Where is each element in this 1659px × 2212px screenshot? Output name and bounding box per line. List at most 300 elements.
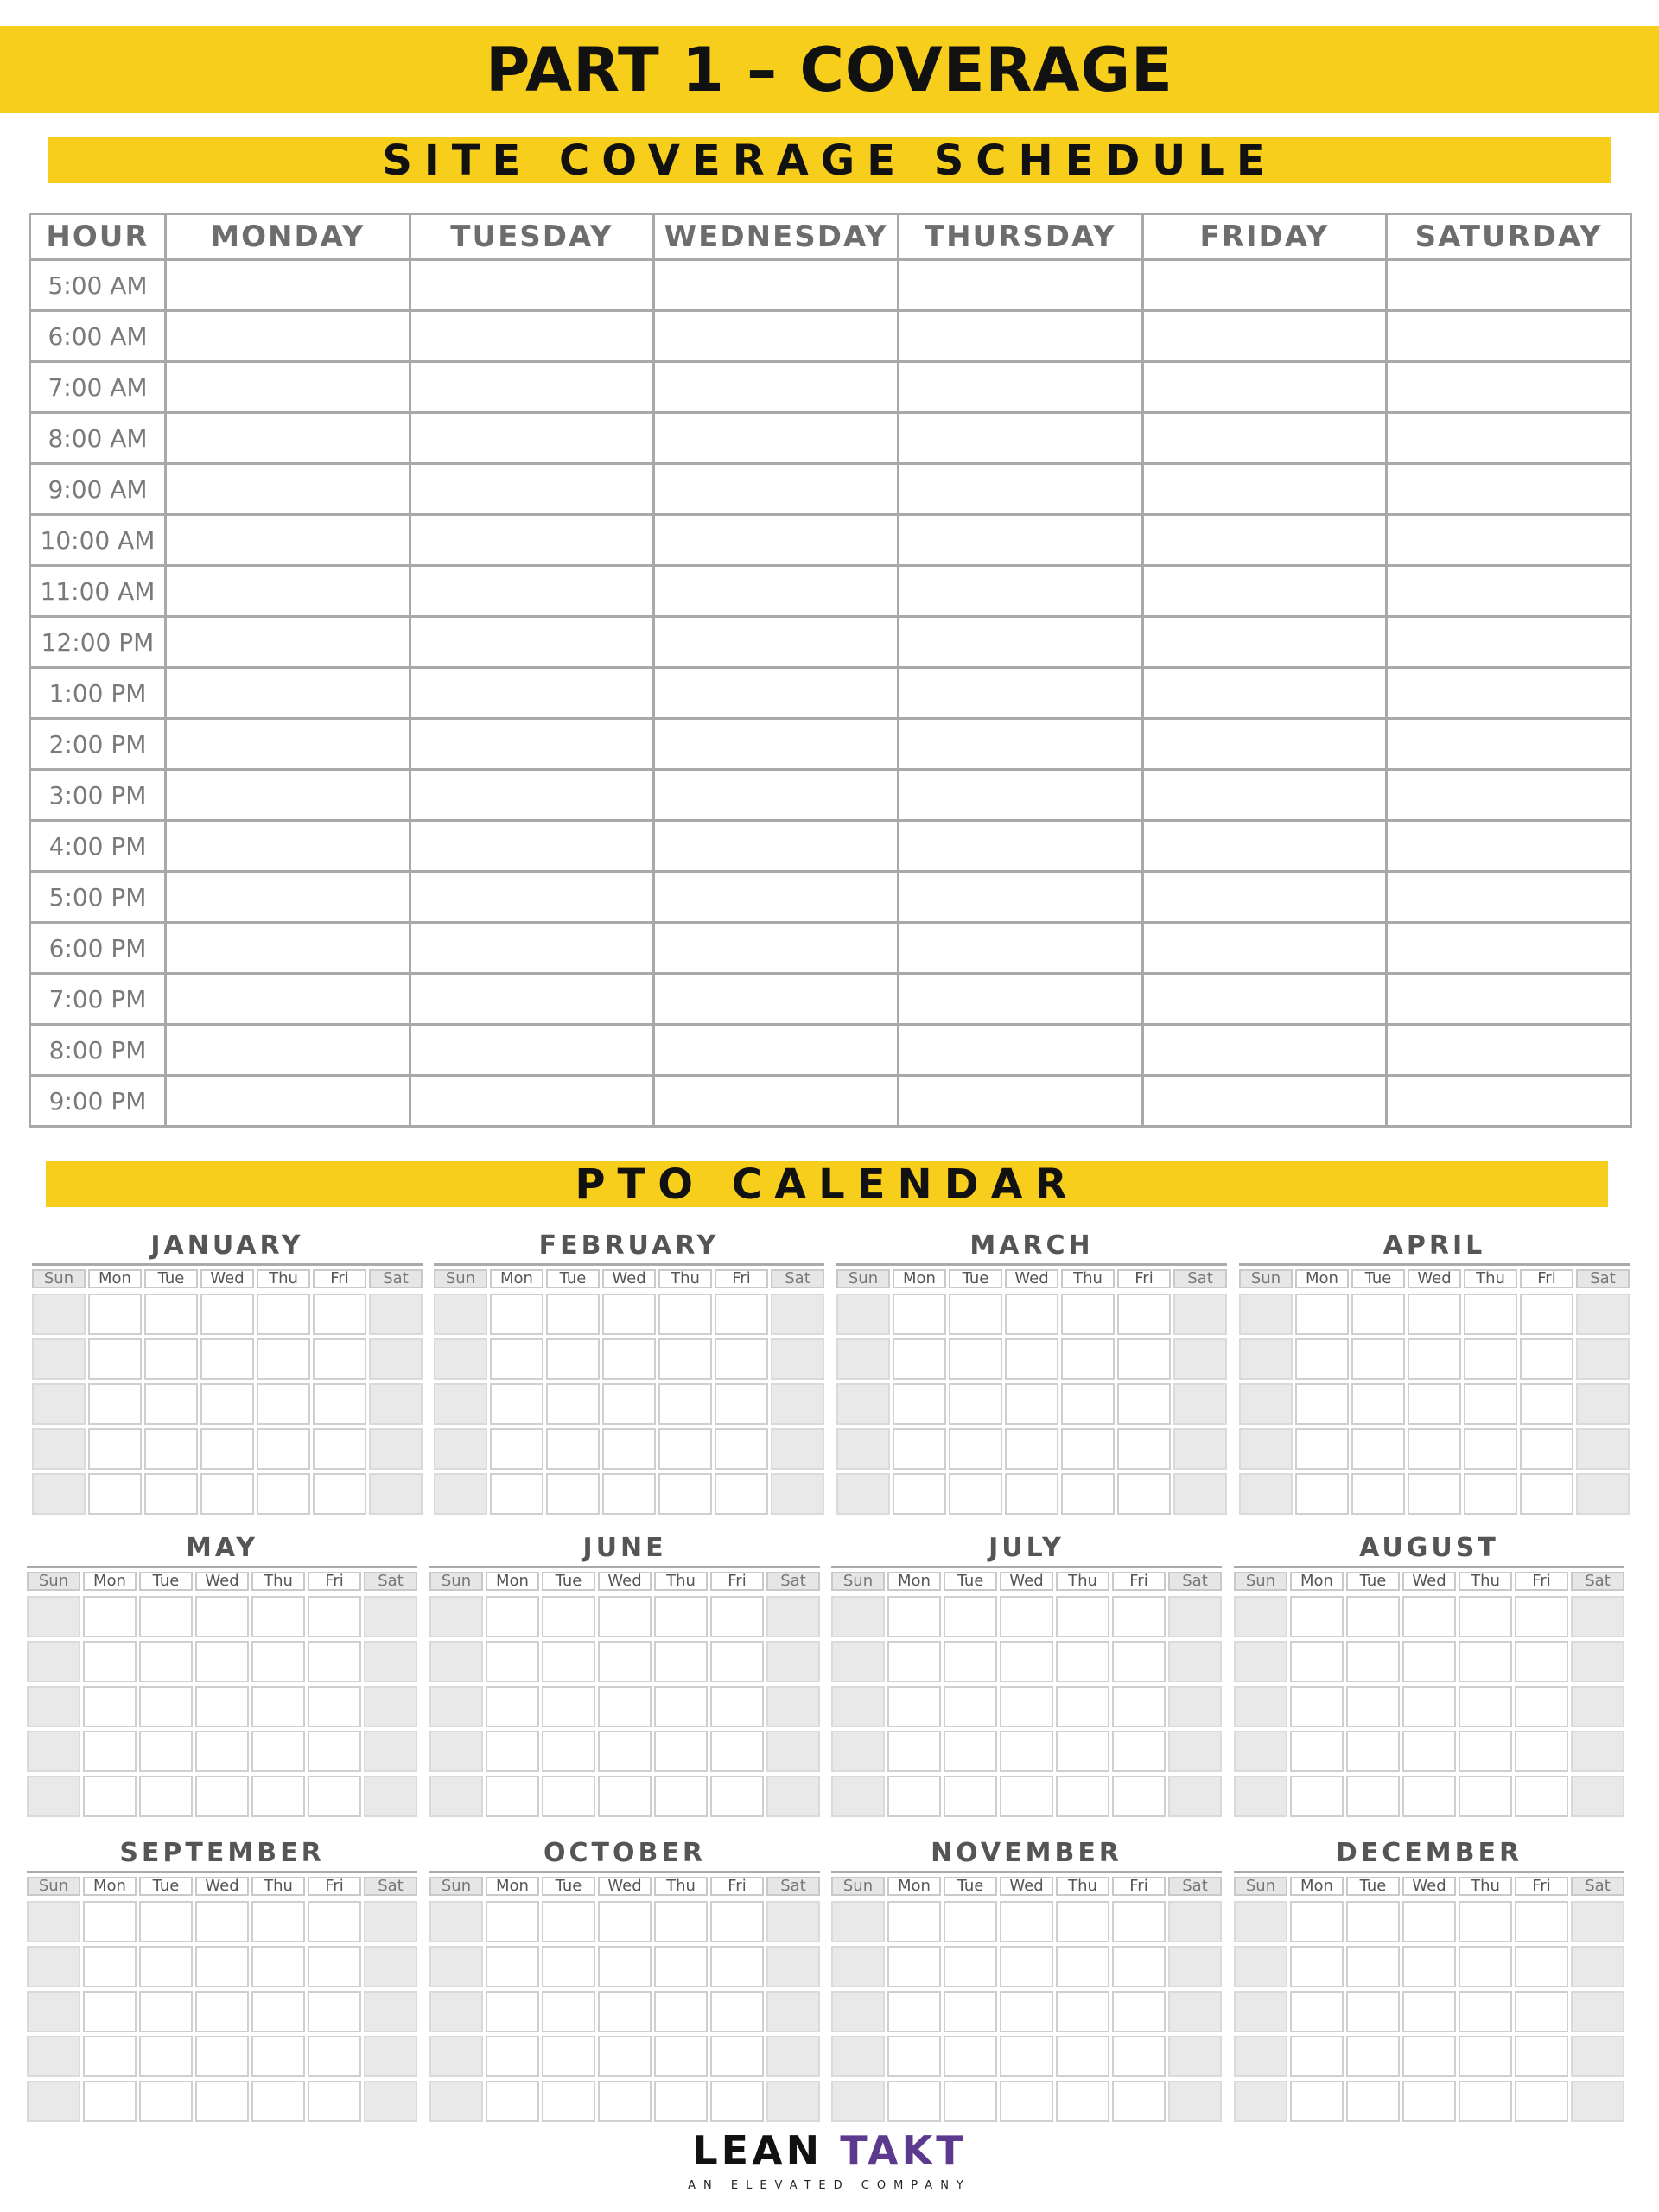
day-cell[interactable] (654, 2036, 708, 2077)
day-cell[interactable] (887, 1776, 941, 1817)
day-cell[interactable] (1168, 1946, 1222, 1987)
day-cell[interactable] (1402, 1946, 1456, 1987)
day-cell[interactable] (836, 1338, 890, 1380)
day-cell[interactable] (1005, 1428, 1058, 1470)
schedule-cell[interactable] (1142, 872, 1387, 923)
day-cell[interactable] (369, 1428, 423, 1470)
schedule-cell[interactable] (410, 1025, 654, 1076)
schedule-cell[interactable] (1142, 1076, 1387, 1127)
schedule-cell[interactable] (1142, 464, 1387, 515)
day-cell[interactable] (1576, 1428, 1630, 1470)
day-cell[interactable] (944, 1991, 997, 2032)
day-cell[interactable] (195, 1731, 249, 1772)
day-cell[interactable] (1515, 1946, 1568, 1987)
day-cell[interactable] (434, 1338, 487, 1380)
day-cell[interactable] (1515, 1776, 1568, 1817)
day-cell[interactable] (1000, 2036, 1053, 2077)
day-cell[interactable] (1351, 1294, 1405, 1335)
day-cell[interactable] (602, 1473, 656, 1515)
day-cell[interactable] (88, 1428, 142, 1470)
day-cell[interactable] (1290, 2036, 1344, 2077)
day-cell[interactable] (429, 1731, 483, 1772)
schedule-cell[interactable] (1142, 566, 1387, 617)
day-cell[interactable] (598, 1946, 652, 1987)
day-cell[interactable] (836, 1473, 890, 1515)
day-cell[interactable] (369, 1473, 423, 1515)
day-cell[interactable] (949, 1383, 1002, 1425)
day-cell[interactable] (1000, 1731, 1053, 1772)
day-cell[interactable] (1000, 1641, 1053, 1682)
schedule-cell[interactable] (166, 311, 410, 362)
schedule-cell[interactable] (166, 362, 410, 413)
day-cell[interactable] (434, 1428, 487, 1470)
schedule-cell[interactable] (654, 821, 899, 872)
day-cell[interactable] (1576, 1383, 1630, 1425)
day-cell[interactable] (836, 1294, 890, 1335)
day-cell[interactable] (1173, 1473, 1227, 1515)
day-cell[interactable] (1571, 1776, 1624, 1817)
day-cell[interactable] (195, 1901, 249, 1942)
day-cell[interactable] (144, 1338, 198, 1380)
day-cell[interactable] (1056, 1686, 1109, 1727)
schedule-cell[interactable] (166, 668, 410, 719)
day-cell[interactable] (257, 1338, 310, 1380)
day-cell[interactable] (887, 2081, 941, 2122)
day-cell[interactable] (715, 1383, 768, 1425)
day-cell[interactable] (1056, 1946, 1109, 1987)
day-cell[interactable] (139, 1901, 193, 1942)
day-cell[interactable] (766, 1776, 820, 1817)
schedule-cell[interactable] (1387, 974, 1631, 1025)
day-cell[interactable] (598, 1686, 652, 1727)
day-cell[interactable] (1117, 1473, 1171, 1515)
day-cell[interactable] (195, 1946, 249, 1987)
day-cell[interactable] (1056, 1991, 1109, 2032)
day-cell[interactable] (1112, 1946, 1166, 1987)
day-cell[interactable] (542, 1641, 595, 1682)
schedule-cell[interactable] (1142, 668, 1387, 719)
schedule-cell[interactable] (1387, 566, 1631, 617)
day-cell[interactable] (1346, 1991, 1400, 2032)
day-cell[interactable] (1000, 1776, 1053, 1817)
day-cell[interactable] (195, 1991, 249, 2032)
day-cell[interactable] (1117, 1294, 1171, 1335)
day-cell[interactable] (83, 1596, 137, 1637)
day-cell[interactable] (1571, 1991, 1624, 2032)
day-cell[interactable] (200, 1428, 254, 1470)
day-cell[interactable] (1290, 1686, 1344, 1727)
day-cell[interactable] (831, 1731, 885, 1772)
day-cell[interactable] (251, 2036, 305, 2077)
day-cell[interactable] (766, 1731, 820, 1772)
day-cell[interactable] (1290, 1641, 1344, 1682)
schedule-cell[interactable] (898, 1025, 1142, 1076)
day-cell[interactable] (1061, 1473, 1115, 1515)
day-cell[interactable] (771, 1338, 824, 1380)
day-cell[interactable] (1112, 2036, 1166, 2077)
schedule-cell[interactable] (410, 1076, 654, 1127)
day-cell[interactable] (1173, 1338, 1227, 1380)
day-cell[interactable] (831, 1776, 885, 1817)
schedule-cell[interactable] (166, 464, 410, 515)
day-cell[interactable] (1402, 1596, 1456, 1637)
day-cell[interactable] (944, 1731, 997, 1772)
schedule-cell[interactable] (898, 974, 1142, 1025)
day-cell[interactable] (766, 1946, 820, 1987)
day-cell[interactable] (1515, 1731, 1568, 1772)
day-cell[interactable] (144, 1428, 198, 1470)
day-cell[interactable] (251, 2081, 305, 2122)
schedule-cell[interactable] (654, 566, 899, 617)
day-cell[interactable] (308, 2081, 361, 2122)
schedule-cell[interactable] (1142, 362, 1387, 413)
day-cell[interactable] (1112, 1596, 1166, 1637)
day-cell[interactable] (1168, 1776, 1222, 1817)
day-cell[interactable] (1459, 2036, 1512, 2077)
day-cell[interactable] (602, 1294, 656, 1335)
day-cell[interactable] (313, 1428, 366, 1470)
schedule-cell[interactable] (1142, 413, 1387, 464)
schedule-cell[interactable] (1387, 515, 1631, 566)
day-cell[interactable] (257, 1473, 310, 1515)
day-cell[interactable] (195, 2036, 249, 2077)
day-cell[interactable] (1234, 1991, 1287, 2032)
day-cell[interactable] (1173, 1383, 1227, 1425)
day-cell[interactable] (1239, 1294, 1293, 1335)
day-cell[interactable] (893, 1428, 946, 1470)
day-cell[interactable] (1173, 1294, 1227, 1335)
day-cell[interactable] (771, 1428, 824, 1470)
day-cell[interactable] (944, 1946, 997, 1987)
day-cell[interactable] (1061, 1338, 1115, 1380)
schedule-cell[interactable] (654, 311, 899, 362)
day-cell[interactable] (1402, 1686, 1456, 1727)
day-cell[interactable] (1290, 1596, 1344, 1637)
day-cell[interactable] (598, 1901, 652, 1942)
day-cell[interactable] (195, 1596, 249, 1637)
day-cell[interactable] (257, 1428, 310, 1470)
schedule-cell[interactable] (1387, 821, 1631, 872)
day-cell[interactable] (831, 1946, 885, 1987)
day-cell[interactable] (1459, 2081, 1512, 2122)
day-cell[interactable] (83, 2081, 137, 2122)
day-cell[interactable] (1520, 1383, 1573, 1425)
day-cell[interactable] (195, 1686, 249, 1727)
day-cell[interactable] (1295, 1428, 1349, 1470)
schedule-cell[interactable] (654, 260, 899, 311)
day-cell[interactable] (658, 1473, 712, 1515)
day-cell[interactable] (1459, 1731, 1512, 1772)
day-cell[interactable] (308, 1776, 361, 1817)
day-cell[interactable] (1112, 2081, 1166, 2122)
day-cell[interactable] (144, 1383, 198, 1425)
day-cell[interactable] (831, 2081, 885, 2122)
schedule-cell[interactable] (410, 362, 654, 413)
day-cell[interactable] (144, 1473, 198, 1515)
day-cell[interactable] (32, 1473, 86, 1515)
day-cell[interactable] (893, 1294, 946, 1335)
day-cell[interactable] (1112, 1686, 1166, 1727)
day-cell[interactable] (1168, 1991, 1222, 2032)
day-cell[interactable] (369, 1294, 423, 1335)
day-cell[interactable] (1346, 1901, 1400, 1942)
day-cell[interactable] (715, 1338, 768, 1380)
day-cell[interactable] (944, 1596, 997, 1637)
day-cell[interactable] (1056, 1641, 1109, 1682)
day-cell[interactable] (27, 1991, 80, 2032)
day-cell[interactable] (654, 1731, 708, 1772)
day-cell[interactable] (144, 1294, 198, 1335)
schedule-cell[interactable] (410, 719, 654, 770)
day-cell[interactable] (771, 1473, 824, 1515)
day-cell[interactable] (139, 2081, 193, 2122)
day-cell[interactable] (542, 1731, 595, 1772)
day-cell[interactable] (1515, 2036, 1568, 2077)
day-cell[interactable] (1290, 1946, 1344, 1987)
schedule-cell[interactable] (898, 464, 1142, 515)
day-cell[interactable] (1571, 1731, 1624, 1772)
day-cell[interactable] (139, 2036, 193, 2077)
day-cell[interactable] (27, 1901, 80, 1942)
day-cell[interactable] (715, 1473, 768, 1515)
day-cell[interactable] (434, 1294, 487, 1335)
day-cell[interactable] (887, 1946, 941, 1987)
schedule-cell[interactable] (410, 311, 654, 362)
day-cell[interactable] (1464, 1383, 1517, 1425)
schedule-cell[interactable] (898, 719, 1142, 770)
day-cell[interactable] (1351, 1383, 1405, 1425)
schedule-cell[interactable] (410, 821, 654, 872)
day-cell[interactable] (83, 1686, 137, 1727)
schedule-cell[interactable] (1142, 1025, 1387, 1076)
day-cell[interactable] (598, 1641, 652, 1682)
day-cell[interactable] (1346, 1641, 1400, 1682)
day-cell[interactable] (654, 1946, 708, 1987)
day-cell[interactable] (1515, 1901, 1568, 1942)
day-cell[interactable] (1168, 2036, 1222, 2077)
day-cell[interactable] (1295, 1338, 1349, 1380)
day-cell[interactable] (364, 1641, 417, 1682)
day-cell[interactable] (83, 1731, 137, 1772)
day-cell[interactable] (83, 1901, 137, 1942)
day-cell[interactable] (1000, 2081, 1053, 2122)
day-cell[interactable] (887, 1686, 941, 1727)
day-cell[interactable] (658, 1294, 712, 1335)
day-cell[interactable] (486, 1946, 539, 1987)
day-cell[interactable] (1168, 1686, 1222, 1727)
day-cell[interactable] (1290, 1901, 1344, 1942)
day-cell[interactable] (1000, 1686, 1053, 1727)
day-cell[interactable] (486, 1596, 539, 1637)
schedule-cell[interactable] (898, 566, 1142, 617)
day-cell[interactable] (1290, 1991, 1344, 2032)
day-cell[interactable] (1576, 1294, 1630, 1335)
day-cell[interactable] (658, 1428, 712, 1470)
schedule-cell[interactable] (1142, 821, 1387, 872)
schedule-cell[interactable] (1142, 923, 1387, 974)
day-cell[interactable] (139, 1731, 193, 1772)
day-cell[interactable] (83, 1946, 137, 1987)
schedule-cell[interactable] (166, 515, 410, 566)
day-cell[interactable] (1464, 1428, 1517, 1470)
day-cell[interactable] (831, 2036, 885, 2077)
day-cell[interactable] (944, 2036, 997, 2077)
schedule-cell[interactable] (1142, 515, 1387, 566)
day-cell[interactable] (710, 1776, 764, 1817)
day-cell[interactable] (251, 1731, 305, 1772)
day-cell[interactable] (1290, 2081, 1344, 2122)
day-cell[interactable] (1520, 1473, 1573, 1515)
day-cell[interactable] (1571, 2081, 1624, 2122)
day-cell[interactable] (1515, 1686, 1568, 1727)
day-cell[interactable] (308, 1731, 361, 1772)
day-cell[interactable] (1168, 1596, 1222, 1637)
schedule-cell[interactable] (898, 1076, 1142, 1127)
day-cell[interactable] (1408, 1294, 1461, 1335)
day-cell[interactable] (1290, 1731, 1344, 1772)
day-cell[interactable] (1351, 1473, 1405, 1515)
day-cell[interactable] (1000, 1901, 1053, 1942)
day-cell[interactable] (1295, 1294, 1349, 1335)
day-cell[interactable] (1005, 1338, 1058, 1380)
schedule-cell[interactable] (1387, 464, 1631, 515)
day-cell[interactable] (1571, 1596, 1624, 1637)
day-cell[interactable] (944, 2081, 997, 2122)
day-cell[interactable] (27, 1641, 80, 1682)
day-cell[interactable] (766, 2036, 820, 2077)
day-cell[interactable] (944, 1641, 997, 1682)
day-cell[interactable] (887, 2036, 941, 2077)
day-cell[interactable] (364, 1901, 417, 1942)
day-cell[interactable] (139, 1776, 193, 1817)
day-cell[interactable] (1234, 1776, 1287, 1817)
day-cell[interactable] (949, 1294, 1002, 1335)
day-cell[interactable] (887, 1991, 941, 2032)
schedule-cell[interactable] (410, 923, 654, 974)
day-cell[interactable] (710, 2081, 764, 2122)
day-cell[interactable] (1346, 1946, 1400, 1987)
day-cell[interactable] (1346, 2081, 1400, 2122)
day-cell[interactable] (710, 1596, 764, 1637)
day-cell[interactable] (1061, 1428, 1115, 1470)
schedule-cell[interactable] (166, 974, 410, 1025)
schedule-cell[interactable] (898, 362, 1142, 413)
day-cell[interactable] (364, 1946, 417, 1987)
schedule-cell[interactable] (898, 668, 1142, 719)
schedule-cell[interactable] (1387, 617, 1631, 668)
schedule-cell[interactable] (1142, 719, 1387, 770)
day-cell[interactable] (490, 1428, 543, 1470)
day-cell[interactable] (949, 1338, 1002, 1380)
day-cell[interactable] (710, 1901, 764, 1942)
day-cell[interactable] (1168, 1731, 1222, 1772)
day-cell[interactable] (602, 1338, 656, 1380)
day-cell[interactable] (434, 1473, 487, 1515)
schedule-cell[interactable] (898, 923, 1142, 974)
day-cell[interactable] (602, 1428, 656, 1470)
schedule-cell[interactable] (410, 617, 654, 668)
day-cell[interactable] (893, 1473, 946, 1515)
day-cell[interactable] (1571, 1901, 1624, 1942)
day-cell[interactable] (1459, 1641, 1512, 1682)
schedule-cell[interactable] (166, 260, 410, 311)
schedule-cell[interactable] (1387, 1076, 1631, 1127)
day-cell[interactable] (1056, 1731, 1109, 1772)
schedule-cell[interactable] (410, 260, 654, 311)
day-cell[interactable] (195, 2081, 249, 2122)
day-cell[interactable] (490, 1338, 543, 1380)
day-cell[interactable] (602, 1383, 656, 1425)
day-cell[interactable] (486, 1686, 539, 1727)
day-cell[interactable] (1234, 1641, 1287, 1682)
day-cell[interactable] (32, 1294, 86, 1335)
schedule-cell[interactable] (654, 515, 899, 566)
day-cell[interactable] (1239, 1428, 1293, 1470)
day-cell[interactable] (1402, 1641, 1456, 1682)
day-cell[interactable] (1295, 1473, 1349, 1515)
day-cell[interactable] (429, 1641, 483, 1682)
day-cell[interactable] (542, 2081, 595, 2122)
schedule-cell[interactable] (1387, 413, 1631, 464)
schedule-cell[interactable] (654, 1025, 899, 1076)
schedule-cell[interactable] (1387, 1025, 1631, 1076)
day-cell[interactable] (139, 1686, 193, 1727)
day-cell[interactable] (1402, 1776, 1456, 1817)
day-cell[interactable] (831, 1641, 885, 1682)
day-cell[interactable] (1464, 1338, 1517, 1380)
day-cell[interactable] (887, 1901, 941, 1942)
schedule-cell[interactable] (410, 566, 654, 617)
day-cell[interactable] (139, 1946, 193, 1987)
day-cell[interactable] (32, 1338, 86, 1380)
day-cell[interactable] (546, 1338, 600, 1380)
schedule-cell[interactable] (898, 515, 1142, 566)
schedule-cell[interactable] (166, 1025, 410, 1076)
schedule-cell[interactable] (654, 413, 899, 464)
day-cell[interactable] (88, 1294, 142, 1335)
day-cell[interactable] (887, 1596, 941, 1637)
day-cell[interactable] (831, 1991, 885, 2032)
schedule-cell[interactable] (654, 719, 899, 770)
day-cell[interactable] (195, 1641, 249, 1682)
day-cell[interactable] (542, 2036, 595, 2077)
day-cell[interactable] (1459, 1901, 1512, 1942)
day-cell[interactable] (1346, 1731, 1400, 1772)
day-cell[interactable] (429, 1946, 483, 1987)
day-cell[interactable] (715, 1428, 768, 1470)
day-cell[interactable] (1576, 1338, 1630, 1380)
day-cell[interactable] (598, 2036, 652, 2077)
day-cell[interactable] (1000, 1991, 1053, 2032)
day-cell[interactable] (200, 1338, 254, 1380)
schedule-cell[interactable] (654, 464, 899, 515)
day-cell[interactable] (766, 1991, 820, 2032)
schedule-cell[interactable] (166, 872, 410, 923)
day-cell[interactable] (1346, 2036, 1400, 2077)
day-cell[interactable] (1168, 1641, 1222, 1682)
day-cell[interactable] (139, 1991, 193, 2032)
day-cell[interactable] (771, 1383, 824, 1425)
day-cell[interactable] (1515, 2081, 1568, 2122)
day-cell[interactable] (83, 1641, 137, 1682)
day-cell[interactable] (1520, 1428, 1573, 1470)
day-cell[interactable] (27, 1776, 80, 1817)
schedule-cell[interactable] (898, 617, 1142, 668)
day-cell[interactable] (1408, 1428, 1461, 1470)
day-cell[interactable] (313, 1383, 366, 1425)
day-cell[interactable] (710, 2036, 764, 2077)
day-cell[interactable] (598, 2081, 652, 2122)
